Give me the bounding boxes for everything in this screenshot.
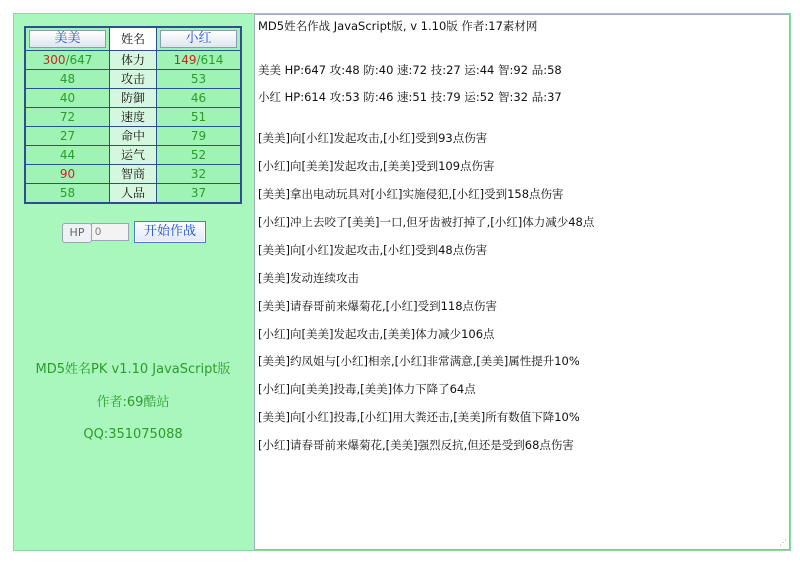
player2-stat: 46 [157,89,242,108]
hp-label: HP [62,223,92,243]
start-battle-button[interactable]: 开始作战 [134,221,206,243]
author-info: 作者:69酷站 [96,395,170,410]
log-line: [小红]向[美美]发起攻击,[美美]受到109点伤害 [258,159,495,173]
player2-hp-current: 149 [173,53,197,67]
player1-stat: 58 [25,184,110,204]
resize-grip-icon[interactable]: ⋰ [779,538,787,547]
log-line: [美美]发动连续攻击 [258,271,359,285]
stat-row-hp [25,51,241,70]
player1-stat: 48 [25,70,110,89]
player2-name[interactable]: 小红 [160,30,237,48]
battle-log-textarea[interactable] [254,14,790,550]
hp-input[interactable] [91,223,129,241]
player2-stat: 32 [157,165,242,184]
stats-header-row [25,27,241,51]
player2-hp-max: 614 [200,53,224,67]
player1-stat: 44 [25,146,110,165]
qq-info: QQ:351075088 [83,427,183,442]
player1-stat: 40 [25,89,110,108]
stat-label: 体力 [110,51,157,70]
game-container [13,13,791,551]
stat-row-defense [25,89,241,108]
stat-row-accuracy [25,127,241,146]
player2-stat: 37 [157,184,242,204]
status-player2: 小红 HP:614 攻:53 防:46 速:51 技:79 运:52 智:32 品:37 [258,90,562,104]
stat-label: 智商 [110,165,157,184]
stat-row-intelligence [25,165,241,184]
player2-stat: 53 [157,70,242,89]
log-line: [小红]向[美美]投毒,[美美]体力下降了64点 [258,382,476,396]
player1-name[interactable]: 美美 [29,30,106,48]
player1-stat: 27 [25,127,110,146]
stat-label: 运气 [110,146,157,165]
log-title: MD5姓名作战 JavaScript版, v 1.10版 作者:17素材网 [258,19,538,33]
log-line: [美美]向[小红]发起攻击,[小红]受到93点伤害 [258,131,488,145]
player2-header-cell [157,27,242,51]
stat-label: 攻击 [110,70,157,89]
player1-hp: 300/647 [25,51,110,70]
status-player1: 美美 HP:647 攻:48 防:40 速:72 技:27 运:44 智:92 品:58 [258,63,562,77]
player2-stat: 79 [157,127,242,146]
log-line: [美美]约凤姐与[小红]相亲,[小红]非常满意,[美美]属性提升10% [258,354,580,368]
log-line: [美美]向[小红]投毒,[小红]用大粪还击,[美美]所有数值下降10% [258,410,580,424]
stat-label: 速度 [110,108,157,127]
log-line: [美美]拿出电动玩具对[小红]实施侵犯,[小红]受到158点伤害 [258,187,564,201]
left-panel [14,14,252,550]
log-line: [美美]请春哥前来爆菊花,[小红]受到118点伤害 [258,299,498,313]
player2-stat: 51 [157,108,242,127]
log-line: [美美]向[小红]发起攻击,[小红]受到48点伤害 [258,243,488,257]
stat-row-speed [25,108,241,127]
stat-row-character [25,184,241,204]
player2-hp: 149/614 [157,51,242,70]
player1-hp-max: 647 [69,53,93,67]
log-line: [小红]请春哥前来爆菊花,[美美]强烈反抗,但还是受到68点伤害 [258,438,574,452]
stat-label: 命中 [110,127,157,146]
stat-label: 人品 [110,184,157,204]
stats-table [24,26,242,204]
log-line: [小红]向[美美]发起攻击,[美美]体力减少106点 [258,327,495,341]
player1-hp-current: 300 [42,53,66,67]
app-title-info: MD5姓名PK v1.10 JavaScript版 [35,362,231,377]
log-line: [小红]冲上去咬了[美美]一口,但牙齿被打掉了,[小红]体力减少48点 [258,215,595,229]
name-header: 姓名 [110,27,157,51]
stat-row-attack [25,70,241,89]
stat-row-luck [25,146,241,165]
player2-stat: 52 [157,146,242,165]
player1-stat: 90 [25,165,110,184]
player1-stat: 72 [25,108,110,127]
stat-label: 防御 [110,89,157,108]
player1-header-cell [25,27,110,51]
